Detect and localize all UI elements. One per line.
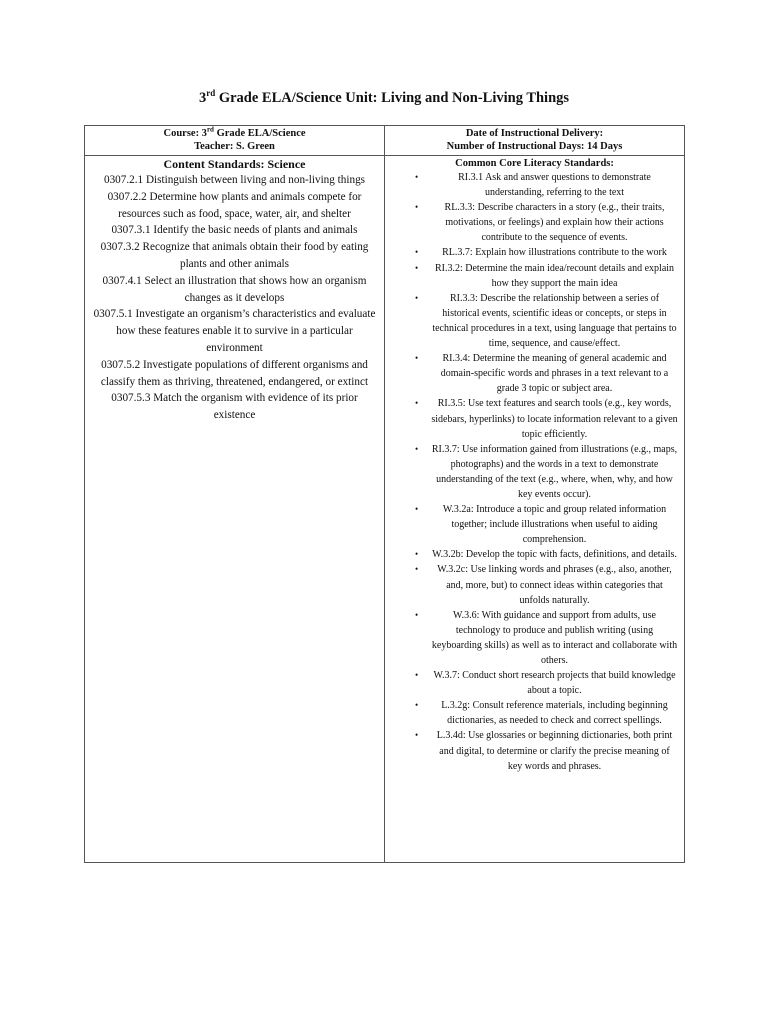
bullet-icon: •: [415, 247, 419, 258]
literacy-standard-item: [385, 351, 678, 396]
document-title: [0, 90, 768, 107]
bullet-icon: •: [415, 670, 419, 681]
bullet-icon: •: [415, 262, 419, 273]
delivery-cell: [385, 126, 685, 156]
literacy-standard-text: RI.3.3: Describe the relationship between a series of historical events, scientific ideas or concepts, or steps in technical procedures in a text, using language that pertains to time, sequence, and cause/effect.: [432, 292, 677, 350]
literacy-standards-list: [385, 170, 684, 774]
literacy-standard-text: L.3.4d: Use glossaries or beginning dictionaries, both print and digital, to determine or clarify the precise meaning of key words and phrases.: [436, 730, 673, 772]
science-standard-item: 0307.5.1 Investigate an organism’s characteristics and evaluate how these features enable it to survive in a particular environment: [93, 308, 376, 354]
science-standard-item: 0307.3.1 Identify the basic needs of plants and animals: [111, 224, 358, 237]
literacy-standard-text: RI.3.1 Ask and answer questions to demonstrate understanding, referring to the text: [458, 172, 651, 199]
science-standard-item: 0307.4.1 Select an illustration that shows how an organism changes as it develops: [102, 274, 367, 304]
course-rest: Grade ELA/Science: [213, 128, 306, 139]
literacy-standard-item: [385, 291, 678, 351]
science-heading: Content Standards: Science: [163, 157, 306, 171]
science-standard-item: 0307.2.1 Distinguish between living and non-living things: [103, 174, 366, 186]
science-standard-item: 0307.3.2 Recognize that animals obtain their food by eating plants and other animals: [100, 241, 369, 270]
literacy-standard-item: [385, 396, 678, 441]
bullet-icon: •: [415, 353, 419, 364]
title-text: Grade ELA/Science Unit: Living and Non-Living Things: [215, 90, 570, 106]
course-teacher-cell: [85, 126, 385, 156]
science-standard-item: 0307.2.2 Determine how plants and animals compete for resources such as food, space, water, air, and shelter: [107, 190, 362, 220]
course-suffix: rd: [206, 125, 214, 134]
literacy-standard-item: [385, 698, 678, 728]
bullet-icon: •: [415, 398, 419, 409]
literacy-standard-text: W.3.2a: Introduce a topic and group related information together; include illustrations when useful to aiding comprehension.: [442, 504, 667, 546]
literacy-standard-item: [385, 608, 678, 668]
course-prefix: Course: 3: [163, 128, 207, 139]
literacy-standards-cell: [385, 156, 685, 863]
bullet-icon: •: [415, 504, 419, 515]
bullet-icon: •: [415, 172, 419, 182]
literacy-standard-text: W.3.2c: Use linking words and phrases (e.g., also, another, and, more, but) to connect ideas within categories that unfolds naturally.: [437, 564, 672, 606]
course-line: [85, 127, 384, 140]
science-standards-list: [85, 172, 384, 424]
literacy-standard-text: RI.3.7: Use information gained from illustrations (e.g., maps, photographs) and the words in a text to demonstrate understanding of the text (e.g., where, when, why, and how key events occur).: [431, 443, 678, 500]
bullet-icon: •: [415, 443, 419, 454]
literacy-heading: Common Core Literacy Standards:: [455, 158, 614, 169]
instructional-days-line: Number of Instructional Days: 14 Days: [446, 141, 623, 152]
teacher-line: Teacher: S. Green: [194, 141, 275, 152]
delivery-date-line: Date of Instructional Delivery:: [465, 128, 604, 139]
literacy-standard-item: [385, 562, 678, 607]
literacy-standard-text: RI.3.4: Determine the meaning of general academic and domain-specific words and phrases in a text relevant to a grade 3 topic or subject area.: [440, 353, 669, 395]
literacy-standard-text: RI.3.2: Determine the main idea/recount details and explain how they support the main idea: [434, 262, 675, 289]
literacy-standard-text: W.3.2b: Develop the topic with facts, definitions, and details.: [432, 549, 677, 561]
literacy-standard-text: RL.3.3: Describe characters in a story (e.g., their traits, motivations, or feelings) and explain how their actions contribute to the sequence of events.: [444, 202, 665, 244]
literacy-standard-item: [385, 728, 678, 773]
unit-table: [84, 125, 685, 863]
bullet-icon: •: [415, 564, 419, 575]
science-standards-cell: [85, 156, 385, 863]
literacy-standard-item: [385, 668, 678, 698]
literacy-standard-text: W.3.6: With guidance and support from adults, use technology to produce and publish writing (using keyboarding skills) as well as to interact and collaborate with others.: [431, 609, 678, 666]
literacy-standard-item: [385, 200, 678, 245]
title-grade-suffix: rd: [206, 88, 216, 99]
science-standard-item: 0307.5.3 Match the organism with evidence of its prior existence: [111, 392, 358, 422]
literacy-standard-item: [385, 261, 678, 291]
literacy-standard-item: [385, 502, 678, 547]
literacy-standard-item: [385, 245, 678, 260]
bullet-icon: •: [415, 202, 419, 213]
literacy-standard-item: [385, 442, 678, 502]
literacy-standard-item: [385, 547, 678, 562]
bullet-icon: •: [415, 292, 419, 303]
literacy-standard-text: RL.3.7: Explain how illustrations contribute to the work: [442, 247, 667, 259]
title-grade-number: 3: [198, 90, 207, 106]
literacy-standard-text: W.3.7: Conduct short research projects that build knowledge about a topic.: [433, 670, 676, 697]
science-standard-item: 0307.5.2 Investigate populations of different organisms and classify them as thriving, threatened, endangered, or extinct: [100, 358, 369, 388]
literacy-standard-text: RI.3.5: Use text features and search tools (e.g., key words, sidebars, hyperlinks) to locate information relevant to a given topic efficiently.: [431, 398, 678, 440]
bullet-icon: •: [415, 700, 419, 711]
bullet-icon: •: [415, 730, 419, 741]
bullet-icon: •: [415, 549, 419, 560]
literacy-standard-text: L.3.2g: Consult reference materials, including beginning dictionaries, as needed to check and correct spellings.: [441, 700, 668, 727]
literacy-standard-item: [385, 170, 678, 200]
bullet-icon: •: [415, 609, 419, 620]
